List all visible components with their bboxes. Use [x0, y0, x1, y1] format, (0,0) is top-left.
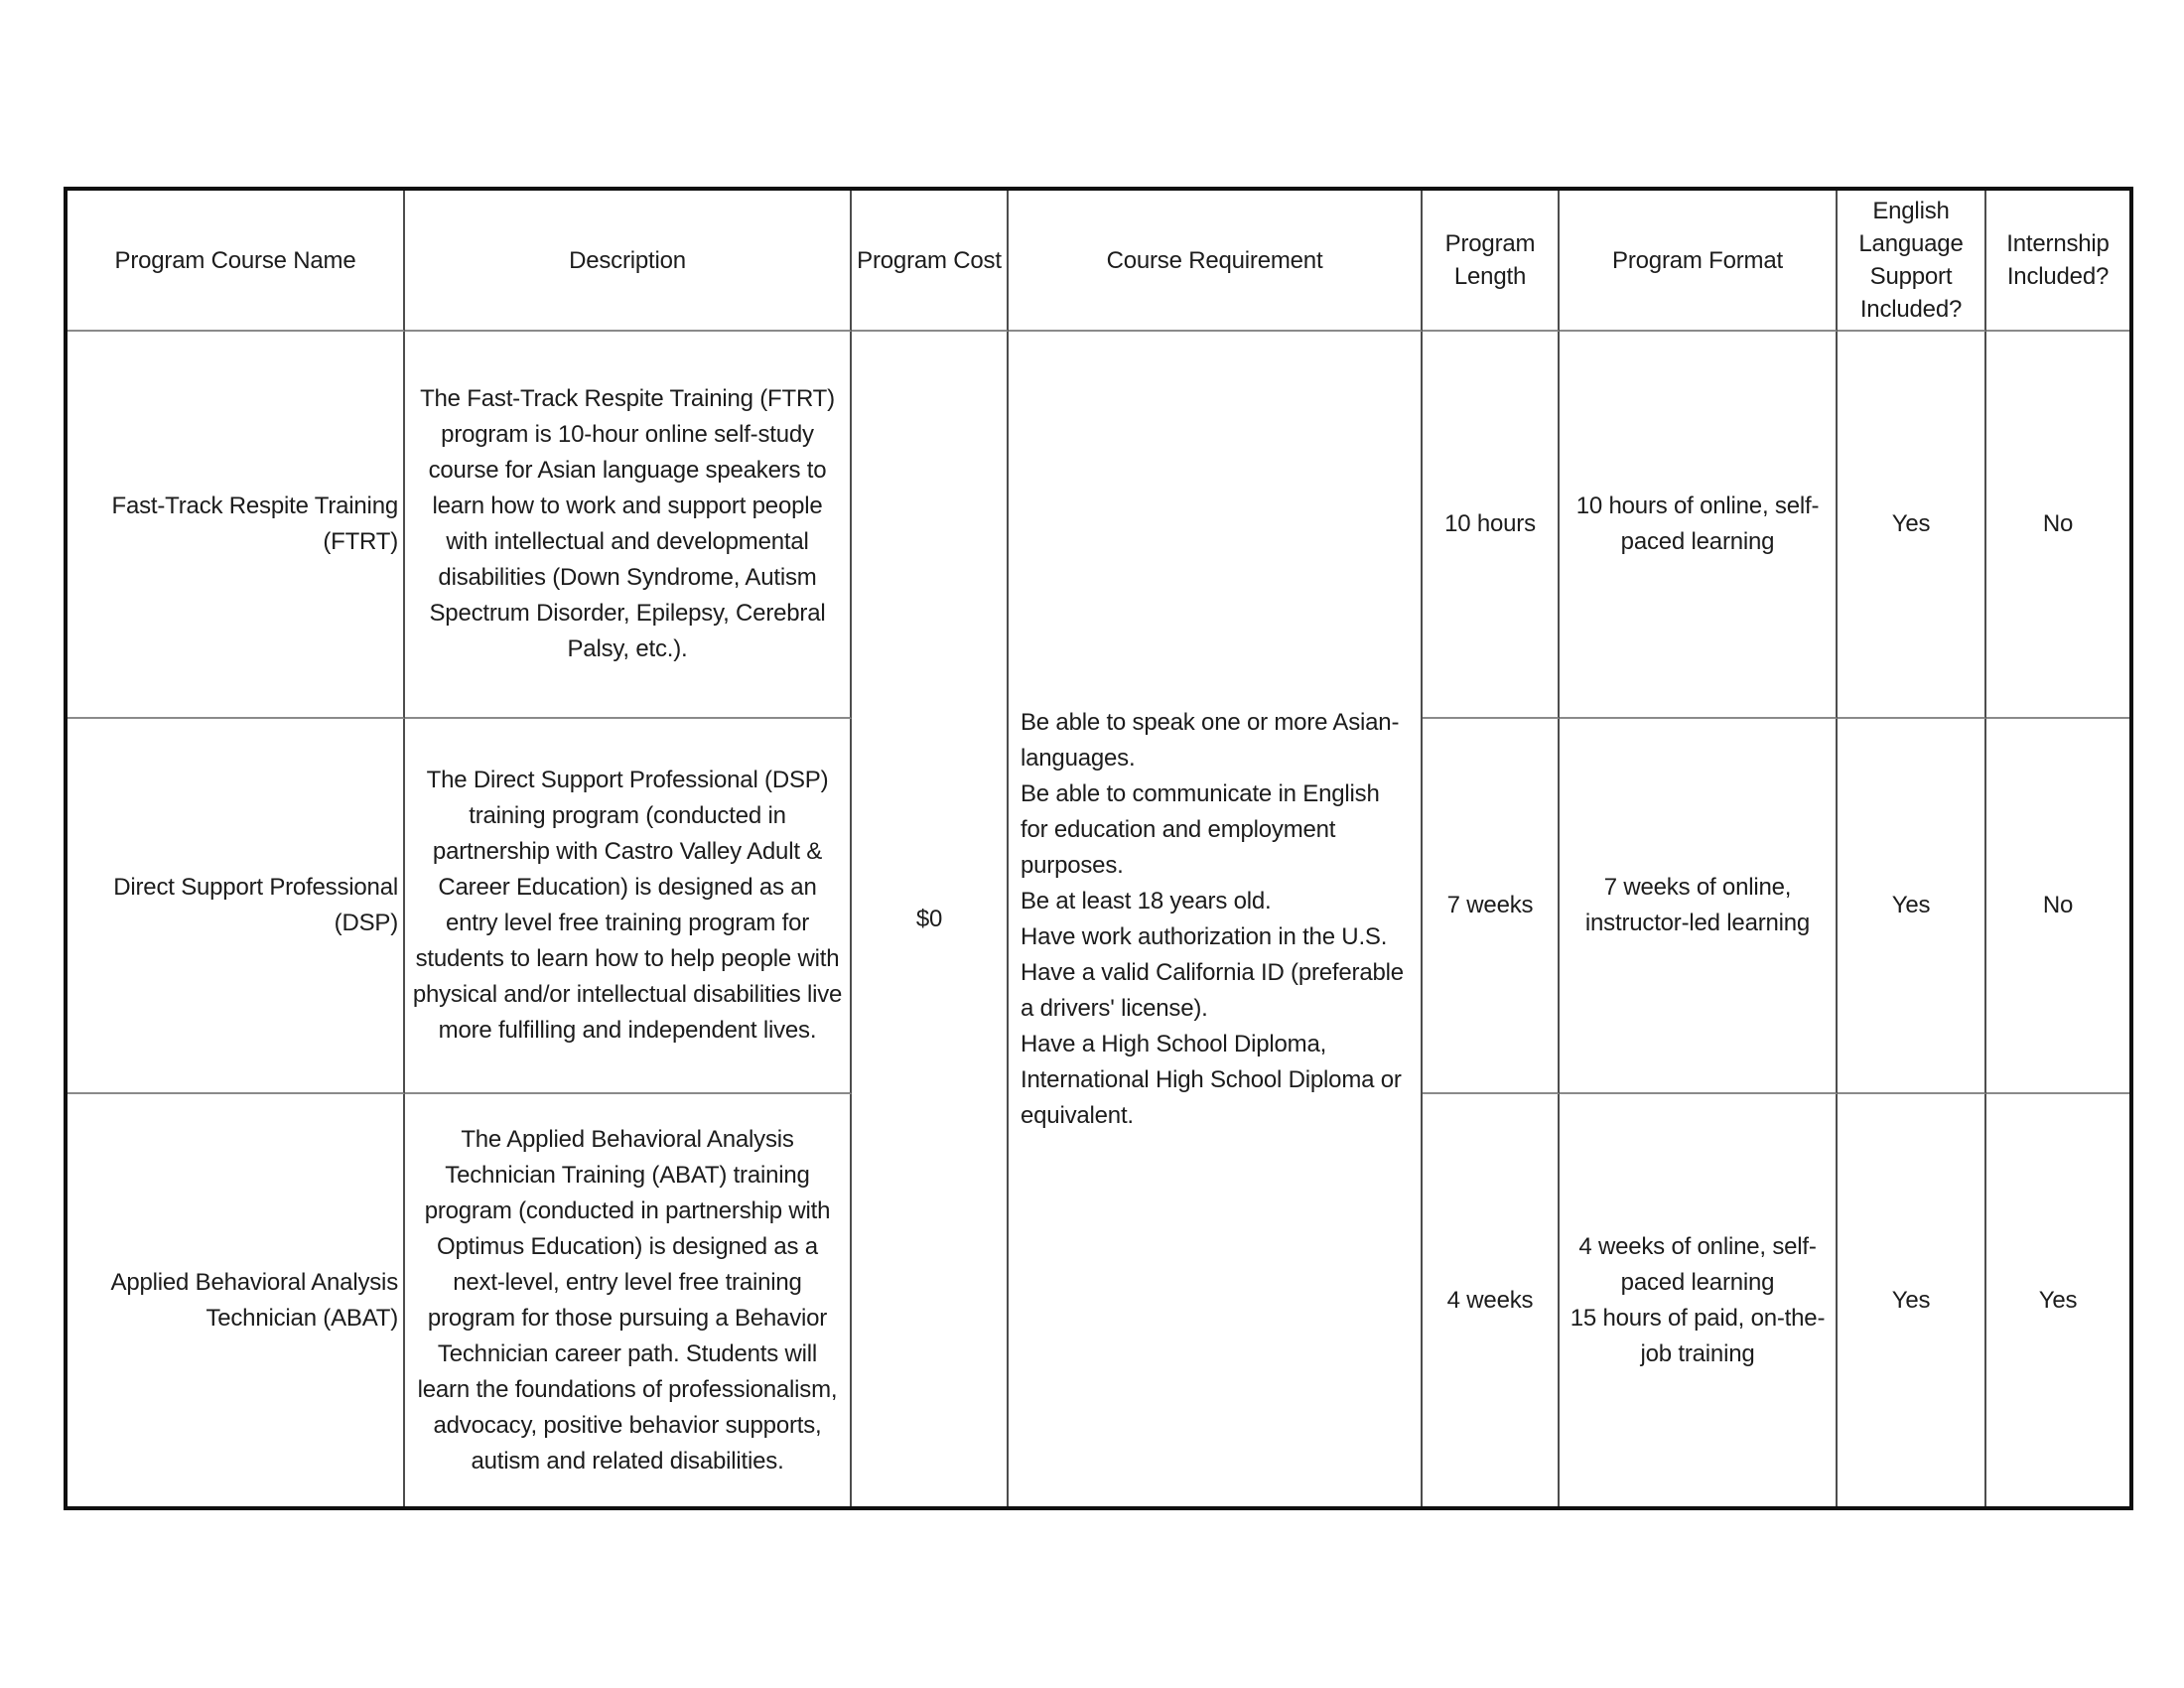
- program-format-cell: [1560, 332, 1838, 719]
- course-requirement-item: Be able to communicate in English for education and employment purposes.: [1021, 779, 1380, 879]
- course-requirement-item: Have a High School Diploma, International High School Diploma or equivalent.: [1021, 1030, 1402, 1129]
- program-cost-cell: [852, 332, 1009, 1506]
- program-name-cell: [68, 1094, 405, 1506]
- english-support-value: Yes: [1891, 892, 1931, 918]
- program-length-cell: [1423, 719, 1560, 1094]
- col-header-label: Internship Included?: [2006, 230, 2110, 290]
- program-description: The Fast-Track Respite Training (FTRT) program is 10-hour online self-study course for Asian language speakers to learn how to work and support people with intellectual and developmental disabilities (Down Syndrome, Autism Spectrum Disorder, Epilepsy, Cerebral Palsy, etc.).: [420, 385, 835, 662]
- program-format-line: 15 hours of paid, on-the-job training: [1570, 1304, 1826, 1367]
- program-length-value: 4 weeks: [1446, 1286, 1534, 1314]
- english-support-cell: [1838, 719, 1986, 1094]
- program-length-cell: [1423, 1094, 1560, 1506]
- english-support-value: Yes: [1891, 1286, 1931, 1314]
- col-header-label: Program Format: [1612, 246, 1783, 274]
- program-format-line: 10 hours of online, self-paced learning: [1575, 492, 1820, 555]
- col-header-course-requirement: [1009, 191, 1423, 332]
- program-length-value: 7 weeks: [1446, 892, 1534, 918]
- program-format-cell: [1560, 1094, 1838, 1506]
- internship-value: Yes: [2038, 1286, 2078, 1314]
- col-header-internship: [1986, 191, 2129, 332]
- internship-value: No: [2042, 510, 2074, 537]
- program-description: The Applied Behavioral Analysis Technician Training (ABAT) training program (conducted in partnership with Optimus Education) is designed as a next-level, entry level free training program for those pursuing a Behavior Technician career path. Students will learn the foundations of professionalism, advocacy, positive behavior supports, autism and related disabilities.: [417, 1125, 838, 1475]
- col-header-label: Description: [569, 246, 686, 274]
- program-format-cell: [1560, 719, 1838, 1094]
- course-requirement-item: Be able to speak one or more Asian-languages.: [1021, 708, 1400, 772]
- program-name: Applied Behavioral Analysis Technician (ABAT): [110, 1268, 398, 1332]
- program-cost-value: $0: [915, 905, 943, 932]
- col-header-label: Program Course Name: [114, 246, 356, 274]
- col-header-label: Course Requirement: [1106, 246, 1323, 274]
- col-header-label: English Language Support Included?: [1858, 198, 1964, 323]
- program-name-cell: [68, 719, 405, 1094]
- programs-table: [64, 187, 2133, 1510]
- internship-cell: [1986, 1094, 2129, 1506]
- course-requirement-cell: [1009, 332, 1423, 1506]
- internship-value: No: [2042, 892, 2074, 918]
- internship-cell: [1986, 332, 2129, 719]
- col-header-description: [405, 191, 852, 332]
- description-cell: [405, 719, 852, 1094]
- english-support-cell: [1838, 1094, 1986, 1506]
- english-support-value: Yes: [1891, 510, 1931, 537]
- description-cell: [405, 332, 852, 719]
- col-header-english-support: [1838, 191, 1986, 332]
- description-cell: [405, 1094, 852, 1506]
- program-length-value: 10 hours: [1444, 510, 1536, 537]
- course-requirement-item: Be at least 18 years old.: [1021, 887, 1272, 914]
- program-description: The Direct Support Professional (DSP) training program (conducted in partnership with Castro Valley Adult & Career Education) is designed as an entry level free training program for students to learn how to help people with physical and/or intellectual disabilities live more fulfilling and independent lives.: [412, 767, 843, 1044]
- program-length-cell: [1423, 332, 1560, 719]
- program-name: Direct Support Professional (DSP): [113, 874, 398, 936]
- col-header-program-course-name: [68, 191, 405, 332]
- col-header-label: Program Cost: [857, 246, 1002, 274]
- program-format-line: 4 weeks of online, self-paced learning: [1578, 1232, 1817, 1296]
- program-format-line: 7 weeks of online, instructor-led learning: [1584, 874, 1811, 936]
- course-requirement-item: Have work authorization in the U.S.: [1021, 922, 1388, 950]
- english-support-cell: [1838, 332, 1986, 719]
- course-requirement-item: Have a valid California ID (preferable a drivers' license).: [1021, 958, 1404, 1022]
- col-header-program-format: [1560, 191, 1838, 332]
- program-name: Fast-Track Respite Training (FTRT): [111, 492, 398, 555]
- col-header-program-length: [1423, 191, 1560, 332]
- col-header-label: Program Length: [1444, 230, 1536, 290]
- program-name-cell: [68, 332, 405, 719]
- internship-cell: [1986, 719, 2129, 1094]
- col-header-program-cost: [852, 191, 1009, 332]
